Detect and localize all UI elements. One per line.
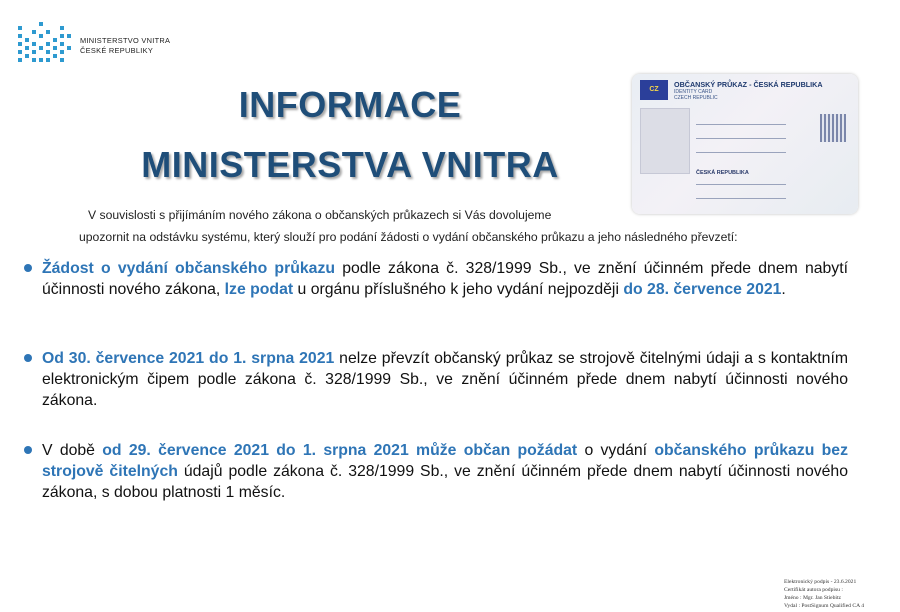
highlight-text: od 29. července 2021 do 1. srpna 2021 může občan požádat <box>102 442 578 459</box>
highlight-text: lze podat <box>224 281 294 298</box>
highlight-text: Žádost o vydání občanského průkazu <box>42 260 335 277</box>
id-card-field-line <box>696 152 786 153</box>
signature-line: Elektronický podpis - 23.6.2021 <box>784 579 857 585</box>
logo-line1: MINISTERSTVO VNITRA <box>80 36 171 45</box>
electronic-signature <box>784 578 864 610</box>
highlight-text: do 28. července 2021 <box>623 281 782 298</box>
id-card-field-line <box>696 124 786 125</box>
list-item-text <box>42 348 848 411</box>
id-card-field-line <box>696 138 786 139</box>
id-card-emblem-icon <box>820 114 846 142</box>
body-text: nelze převzít občanský průkaz se strojově čitelnými údaji a s kontaktním elektronickým čipem podle zákona č. 328/1999 Sb., ve znění účinném přede dnem nabytí účinnosti nového zákona. <box>42 350 848 409</box>
id-card-photo <box>640 108 690 174</box>
list-item-text <box>42 440 848 503</box>
page-title-line1: INFORMACE <box>238 84 462 125</box>
body-text: údajů podle zákona č. 328/1999 Sb., ve znění účinném přede dnem nabytí účinnosti nového zákona, s dobou platnosti 1 měsíc. <box>42 463 848 501</box>
id-card-field-line <box>696 184 786 185</box>
highlight-text: Od 30. července 2021 do 1. srpna 2021 <box>42 350 335 367</box>
list-item-text <box>42 258 848 300</box>
eu-flag-icon: CZ <box>640 80 668 100</box>
body-text: podle zákona č. 328/1999 Sb., ve znění účinném přede dnem nabytí účinnosti nového zákona, <box>42 260 848 298</box>
page-title-line2: MINISTERSTVA VNITRA <box>141 144 559 185</box>
signature-line: Vydal : PostSignum Qualified CA 4 <box>784 603 865 609</box>
id-card-field-line <box>696 198 786 199</box>
ministry-logo <box>18 22 178 68</box>
id-card-image <box>632 74 858 214</box>
ministry-logo-text <box>80 36 170 56</box>
signature-line: Certifikát autora podpisu : <box>784 587 843 593</box>
bullet-icon <box>24 446 32 454</box>
bullet-icon <box>24 354 32 362</box>
body-text: . <box>781 281 786 298</box>
body-text: u orgánu příslušného k jeho vydání nejpozději <box>293 281 624 298</box>
id-card-title: OBČANSKÝ PRŮKAZ - ČESKÁ REPUBLIKA <box>674 80 823 89</box>
body-text: o vydání <box>577 442 655 459</box>
id-card-subtitle2: CZECH REPUBLIC <box>674 95 718 101</box>
signature-line: Jméno : Mgr. Jan Stiebitz <box>784 595 842 601</box>
id-card-subtitle <box>674 89 718 101</box>
highlight-text: občanského průkazu bez strojově čitelných <box>42 442 848 480</box>
intro-line2: upozornit na odstávku systému, který slouží pro podání žádosti o vydání občanského průkazu a jeho následného převzetí: <box>79 230 738 244</box>
logo-line2: ČESKÉ REPUBLIKY <box>80 46 154 55</box>
id-card-citizenship: ČESKÁ REPUBLIKA <box>696 170 749 176</box>
ministry-logo-mark-icon <box>18 22 72 64</box>
intro-line1: V souvislosti s přijímáním nového zákona o občanských průkazech si Vás dovolujeme <box>88 208 552 222</box>
bullet-icon <box>24 264 32 272</box>
id-card-subtitle1: IDENTITY CARD <box>674 89 713 95</box>
body-text: V době <box>42 442 103 459</box>
